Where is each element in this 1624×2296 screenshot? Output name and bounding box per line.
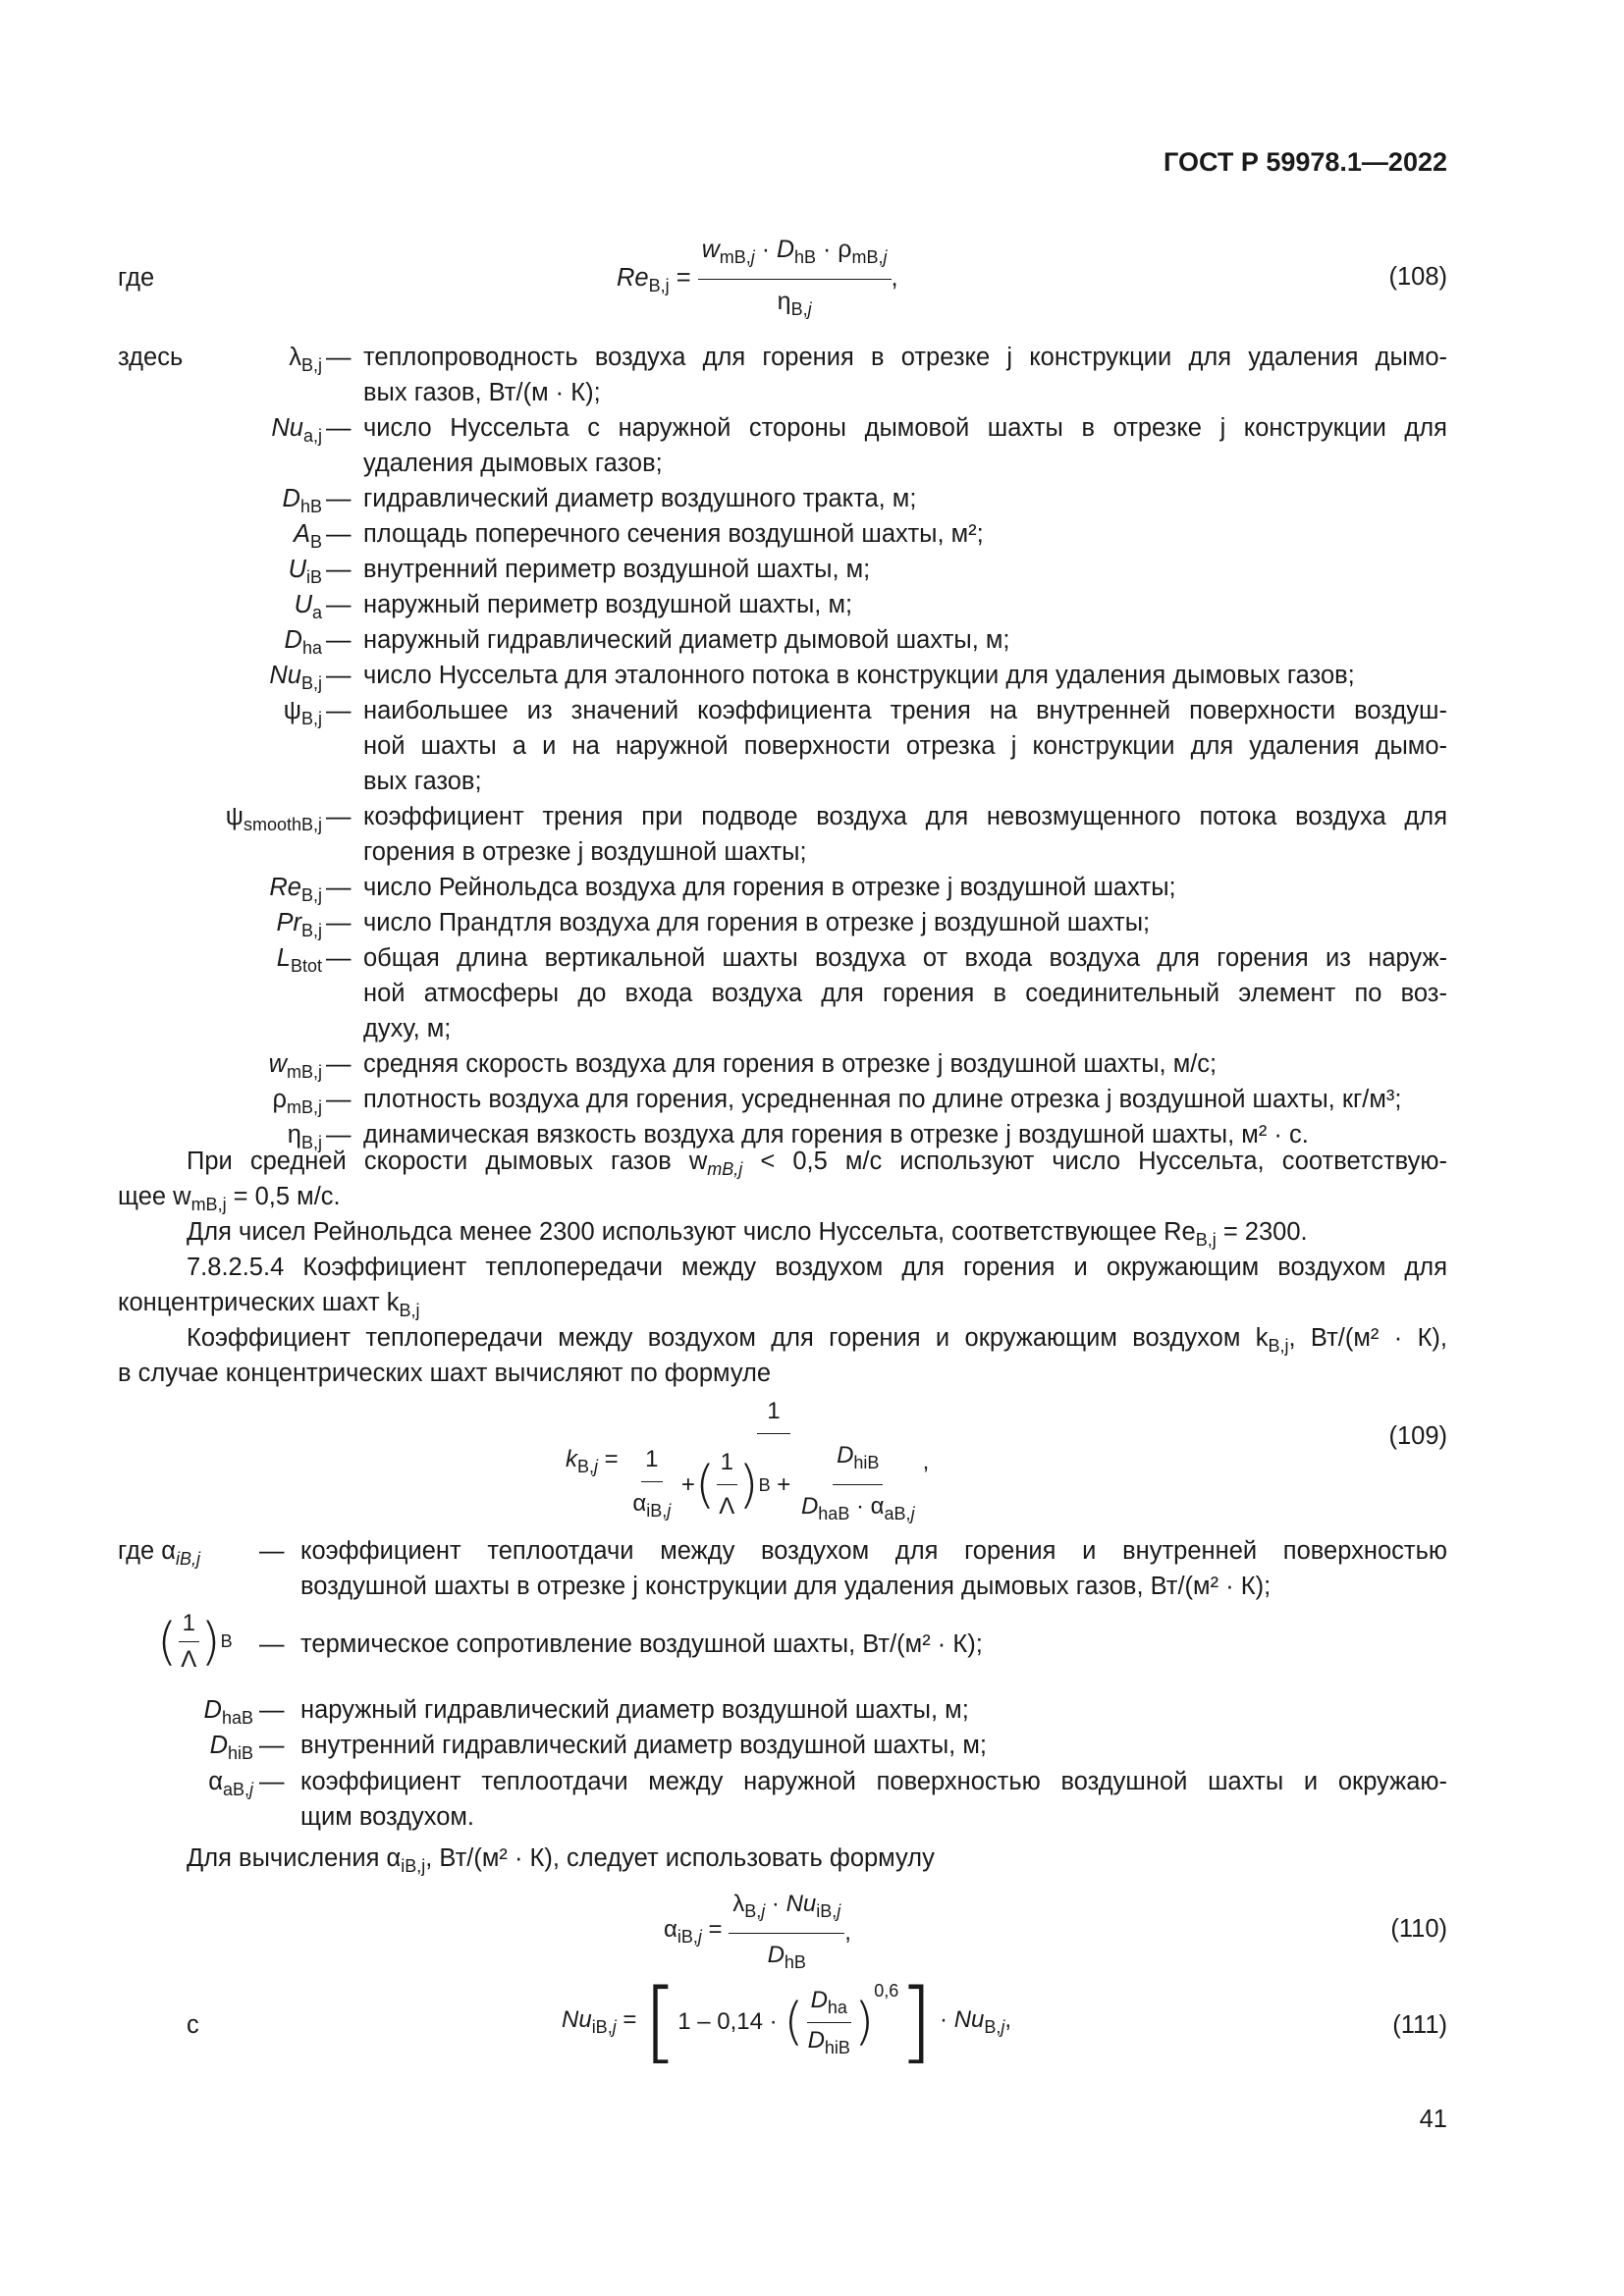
dash: —: [259, 1537, 285, 1565]
definition-text: средняя скорость воздуха для горения в отрезке j воздушной шахты, м/с;: [363, 1050, 1218, 1078]
definition-text: внутренний периметр воздушной шахты, м;: [363, 556, 871, 583]
dash: —: [326, 874, 352, 901]
dash: —: [326, 485, 352, 512]
definition-text: число Рейнольдса воздуха для горения в отрезке j воздушной шахты;: [363, 874, 1176, 901]
definition-DhiB: внутренний гидравлический диаметр воздушной шахты, м;: [300, 1732, 987, 1759]
section-heading-cont: концентрических шахт $k_{B,j}$: [118, 1289, 420, 1320]
equation-number-108: (108): [1388, 263, 1447, 291]
definition-alpha-aB: коэффициент теплоотдачи между наружной поверхностью воздушной шахты и окружаю-: [300, 1768, 1447, 1795]
definition-text: теплопроводность воздуха для горения в отрезке j конструкции для удаления дымо-: [363, 344, 1447, 371]
paragraph-alpha-formula: Для вычисления $\alpha_{iB,j}$, Вт/(м² · К), следует использовать формулу: [187, 1844, 935, 1876]
definition-term: $Nu_{B,j}$: [269, 662, 322, 693]
definition-text: число Нуссельта для эталонного потока в конструкции для удаления дымовых газов;: [363, 662, 1355, 689]
document-header: ГОСТ Р 59978.1—2022: [1164, 147, 1447, 177]
definition-text-cont: удаления дымовых газов;: [363, 450, 663, 477]
paragraph-nusselt-low-speed-cont: щее $w_{mB,j} = 0,5$ м/с.: [118, 1183, 341, 1214]
definition-term: $\psi_{B,j}$: [283, 697, 322, 728]
definition-text: число Нуссельта с наружной стороны дымовой шахты в отрезке j конструкции для: [363, 414, 1447, 442]
equation-number-110: (110): [1390, 1915, 1447, 1943]
dash: —: [326, 591, 352, 618]
paragraph-reynolds: Для чисел Рейнольдса менее 2300 используют число Нуссельта, соответствующее $Re_{B,j} = 2300$.: [187, 1218, 1308, 1250]
definition-text: коэффициент трения при подводе воздуха для невозмущенного потока воздуха для: [363, 803, 1447, 830]
dash: —: [326, 944, 352, 972]
section-heading-7-8-2-5-4: 7.8.2.5.4 Коэффициент теплопередачи между воздухом для горения и окружающим воздухом для: [187, 1254, 1447, 1281]
term-DhiB: $D_{hiB}$: [209, 1732, 253, 1763]
term-DhaB: $D_{haB}$: [203, 1696, 253, 1728]
equation-111: $Nu_{iB,j}$ = [ 1 – 0,14 · ( $\frac{D_{ha}}{D_{hiB}}$ ) 0,6 ] · $Nu_{B,j}$,: [562, 1970, 1012, 2073]
definition-term: $\rho_{mB,j}$: [272, 1086, 322, 1117]
dash: —: [326, 414, 352, 442]
definition-term: $U_{iB}$: [288, 556, 322, 587]
definition-text: гидравлический диаметр воздушного тракта, м;: [363, 485, 917, 512]
definition-alpha-iB-cont: воздушной шахты в отрезке j конструкции для удаления дымовых газов, Вт/(м² · К);: [300, 1573, 1272, 1600]
definition-term: $Re_{B,j}$: [269, 874, 322, 905]
definition-text: число Прандтля воздуха для горения в отрезке j воздушной шахты;: [363, 909, 1151, 936]
definition-text: общая длина вертикальной шахты воздуха от входа воздуха для горения из наруж-: [363, 944, 1447, 972]
dash: —: [326, 520, 352, 548]
paragraph-heat-transfer-cont: в случае концентрических шахт вычисляют по формуле: [118, 1360, 772, 1387]
where-label-2: где $\alpha_{iB,j}$: [118, 1537, 201, 1569]
term-alpha-aB: $\alpha_{aB,j}$: [208, 1768, 253, 1799]
definition-term: $U_a$: [294, 591, 322, 622]
equation-109: $k_{B,j}$ = 1 $\frac{1}{\alpha_{iB,j}}$ + ( $\frac{1}{\Lambda}$ ) B + $\frac{D_{hiB}}{D_{haB} \cdot \alpha_{aB,j}}$ ,: [566, 1394, 929, 1531]
definition-term: $D_{ha}$: [284, 626, 322, 658]
definition-term: $A_B$: [293, 520, 322, 552]
dash: —: [326, 556, 352, 583]
with-label: с: [187, 2011, 199, 2039]
definition-alpha-iB: коэффициент теплоотдачи между воздухом для горения и внутренней поверхностью: [300, 1537, 1447, 1565]
definition-text-cont: вых газов;: [363, 768, 482, 795]
definition-text: плотность воздуха для горения, усредненная по длине отрезка j воздушной шахты, кг/м³;: [363, 1086, 1402, 1113]
definition-DhaB: наружный гидравлический диаметр воздушной шахты, м;: [300, 1696, 969, 1724]
definition-text-cont: ной атмосферы до входа воздуха для горения в соединительный элемент по воз-: [363, 980, 1447, 1007]
equation-110: $\alpha_{iB,j}$ = $\frac{\lambda_{B,j} \cdot Nu_{iB,j}}{D_{hB}}$ ,: [664, 1887, 851, 1980]
page-number: 41: [1419, 2106, 1447, 2133]
paragraph-heat-transfer: Коэффициент теплопередачи между воздухом для горения и окружающим воздухом $k_{B,j}$, Вт/(м² · К),: [187, 1324, 1447, 1356]
where-label: где: [118, 264, 155, 292]
definition-text: наружный гидравлический диаметр дымовой шахты, м;: [363, 626, 1010, 654]
definition-term: $Pr_{B,j}$: [276, 909, 322, 940]
definition-alpha-aB-cont: щим воздухом.: [300, 1803, 475, 1831]
dash: —: [259, 1630, 285, 1658]
definition-text-cont: вых газов, Вт/(м · К);: [363, 379, 601, 406]
dash: —: [326, 1050, 352, 1078]
definition-term: $Nu_{a,j}$: [271, 414, 322, 446]
definition-text-cont: горения в отрезке j воздушной шахты;: [363, 838, 807, 866]
here-label: здесь: [118, 344, 184, 371]
dash: —: [259, 1768, 285, 1795]
definition-term: $\eta_{B,j}$: [287, 1121, 322, 1152]
definition-term: $w_{mB,j}$: [268, 1050, 322, 1082]
dash: —: [326, 626, 352, 654]
dash: —: [259, 1732, 285, 1759]
equation-number-109: (109): [1388, 1422, 1447, 1450]
dash: —: [326, 1121, 352, 1148]
definition-text: площадь поперечного сечения воздушной шахты, м²;: [363, 520, 984, 548]
definition-text: наибольшее из значений коэффициента трения на внутренней поверхности воздуш-: [363, 697, 1447, 724]
dash: —: [326, 1086, 352, 1113]
definition-text: наружный периметр воздушной шахты, м;: [363, 591, 853, 618]
definition-term: $\lambda_{B,j}$: [289, 344, 322, 375]
definition-text: динамическая вязкость воздуха для горения в отрезке j воздушной шахты, м² · с.: [363, 1121, 1309, 1148]
definition-thermal-resistance: термическое сопротивление воздушной шахты, Вт/(м² · К);: [300, 1630, 983, 1658]
definition-term: $\psi_{smoothB,j}$: [225, 803, 322, 834]
dash: —: [326, 909, 352, 936]
definition-term: $L_{Btot}$: [276, 944, 322, 976]
dash: —: [326, 662, 352, 689]
equation-108: $Re_{B,j}$ = $\frac{w_{mB,j} \cdot D_{hB} \cdot \rho_{mB,j}}{\eta_{B,j}}$ ,: [617, 232, 898, 327]
definition-text-cont: духу, м;: [363, 1015, 452, 1042]
definition-text-cont: ной шахты а и на наружной поверхности отрезка j конструкции для удаления дымо-: [363, 732, 1447, 760]
dash: —: [326, 344, 352, 371]
dash: —: [326, 697, 352, 724]
equation-number-111: (111): [1392, 2011, 1447, 2039]
dash: —: [259, 1696, 285, 1724]
term-thermal-resistance: ( $\frac{1}{\Lambda}$ ) B: [157, 1610, 233, 1673]
paragraph-nusselt-low-speed: При средней скорости дымовых газов $w_{mB,j} < 0,5$ м/с используют число Нуссельта, соответствую-: [187, 1148, 1448, 1179]
definition-term: $D_{hB}$: [282, 485, 322, 516]
dash: —: [326, 803, 352, 830]
